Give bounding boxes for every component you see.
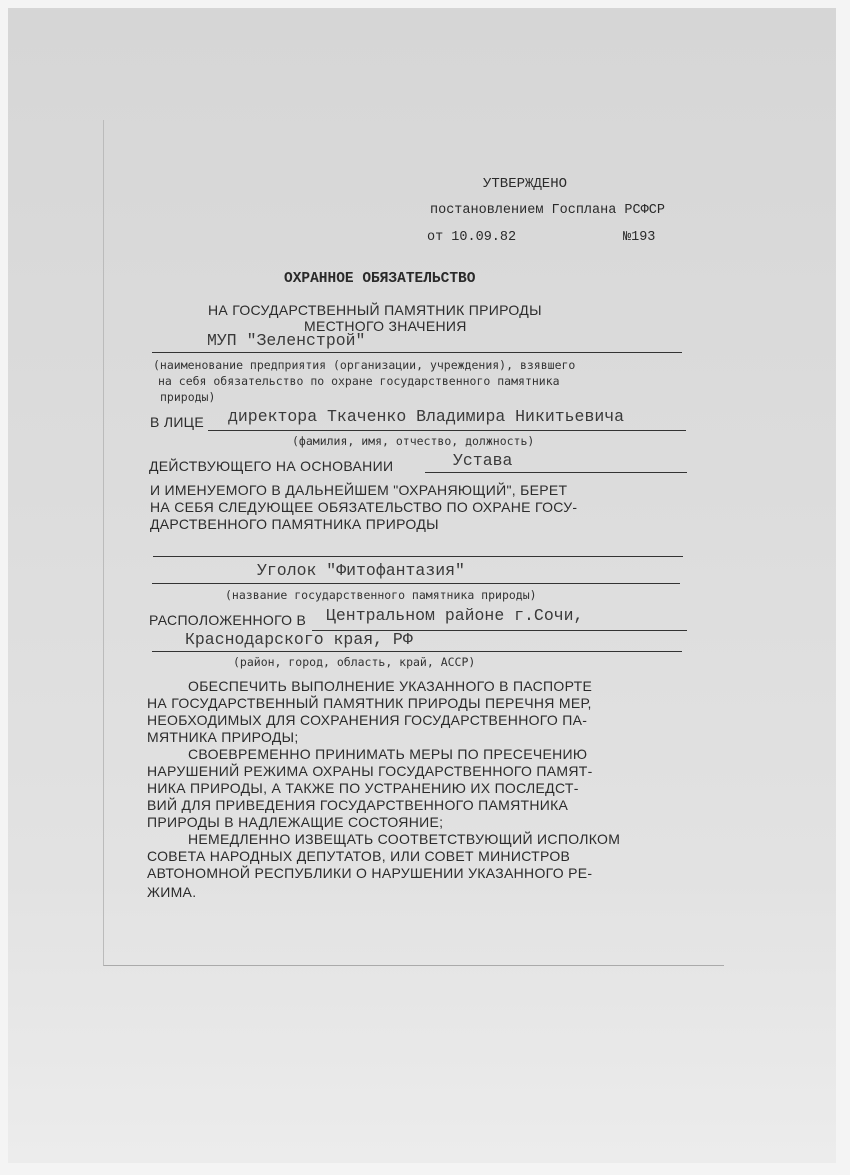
decree-text: постановлением Госплана РСФСР xyxy=(430,203,665,218)
body-line: НАРУШЕНИЙ РЕЖИМА ОХРАНЫ ГОСУДАРСТВЕННОГО ПАМЯТ- xyxy=(147,763,593,779)
organization-underline xyxy=(152,352,682,353)
body-line: ОБЕСПЕЧИТЬ ВЫПОЛНЕНИЕ УКАЗАННОГО В ПАСПОРТЕ xyxy=(188,678,593,694)
location-underline-2 xyxy=(152,651,682,652)
body-line: НЕМЕДЛЕННО ИЗВЕЩАТЬ СООТВЕТСТВУЮЩИЙ ИСПОЛКОМ xyxy=(188,831,621,847)
body-line: ПРИРОДЫ В НАДЛЕЖАЩИЕ СОСТОЯНИЕ; xyxy=(147,814,444,830)
location-value-2: Краснодарского края, РФ xyxy=(185,630,413,649)
monument-hint: (название государственного памятника природы) xyxy=(225,588,537,602)
decree-number: №193 xyxy=(623,230,656,245)
subtitle-2: МЕСТНОГО ЗНАЧЕНИЯ xyxy=(304,318,467,334)
body-line: НИКА ПРИРОДЫ, А ТАКЖЕ ПО УСТРАНЕНИЮ ИХ ПОСЛЕДСТ- xyxy=(147,780,579,796)
location-hint: (район, город, область, край, АССР) xyxy=(233,655,476,669)
body-line: НЕОБХОДИМЫХ ДЛЯ СОХРАНЕНИЯ ГОСУДАРСТВЕННОГО ПА- xyxy=(147,712,588,728)
body-line: АВТОНОМНОЙ РЕСПУБЛИКИ О НАРУШЕНИИ УКАЗАННОГО РЕ- xyxy=(147,865,593,881)
page-title: ОХРАННОЕ ОБЯЗАТЕЛЬСТВО xyxy=(284,271,476,287)
subtitle-1: НА ГОСУДАРСТВЕННЫЙ ПАМЯТНИК ПРИРОДЫ xyxy=(208,302,542,318)
decree-date: от 10.09.82 xyxy=(427,230,517,245)
person-label: В ЛИЦЕ xyxy=(150,414,204,430)
approved-label: УТВЕРЖДЕНО xyxy=(483,176,568,192)
body-line: НА ГОСУДАРСТВЕННЫЙ ПАМЯТНИК ПРИРОДЫ ПЕРЕЧНЯ МЕР, xyxy=(147,695,592,711)
basis-label: ДЕЙСТВУЮЩЕГО НА ОСНОВАНИИ xyxy=(149,458,394,474)
organization-hint-2: на себя обязательство по охране государственного памятника xyxy=(158,374,560,388)
location-value-1: Центральном районе г.Сочи, xyxy=(326,606,584,625)
blank-underline xyxy=(153,556,683,557)
person-hint: (фамилия, имя, отчество, должность) xyxy=(292,434,535,448)
basis-underline xyxy=(425,472,687,473)
monument-underline xyxy=(152,583,680,584)
person-underline xyxy=(208,430,686,431)
body-line: ЖИМА. xyxy=(147,884,197,900)
organization-hint-3: природы) xyxy=(160,390,216,404)
body-line: ВИЙ ДЛЯ ПРИВЕДЕНИЯ ГОСУДАРСТВЕННОГО ПАМЯТНИКА xyxy=(147,797,569,813)
person-value: директора Ткаченко Владимира Никитьевича xyxy=(228,407,625,426)
body-line: МЯТНИКА ПРИРОДЫ; xyxy=(147,729,299,745)
organization-hint-1: (наименование предприятия (организации, учреждения), взявшего xyxy=(153,358,576,372)
body-line: СВОЕВРЕМЕННО ПРИНИМАТЬ МЕРЫ ПО ПРЕСЕЧЕНИЮ xyxy=(188,746,588,762)
intro-line-2: НА СЕБЯ СЛЕДУЮЩЕЕ ОБЯЗАТЕЛЬСТВО ПО ОХРАНЕ ГОСУ- xyxy=(150,499,578,515)
intro-line-1: И ИМЕНУЕМОГО В ДАЛЬНЕЙШЕМ "ОХРАНЯЮЩИЙ", БЕРЕТ xyxy=(150,482,568,498)
monument-value: Уголок "Фитофантазия" xyxy=(257,561,465,580)
body-line: СОВЕТА НАРОДНЫХ ДЕПУТАТОВ, ИЛИ СОВЕТ МИНИСТРОВ xyxy=(147,848,571,864)
basis-value: Устава xyxy=(453,451,513,470)
intro-line-3: ДАРСТВЕННОГО ПАМЯТНИКА ПРИРОДЫ xyxy=(150,516,439,532)
location-label: РАСПОЛОЖЕННОГО В xyxy=(149,612,307,628)
organization-value: МУП "Зеленстрой" xyxy=(207,331,366,350)
